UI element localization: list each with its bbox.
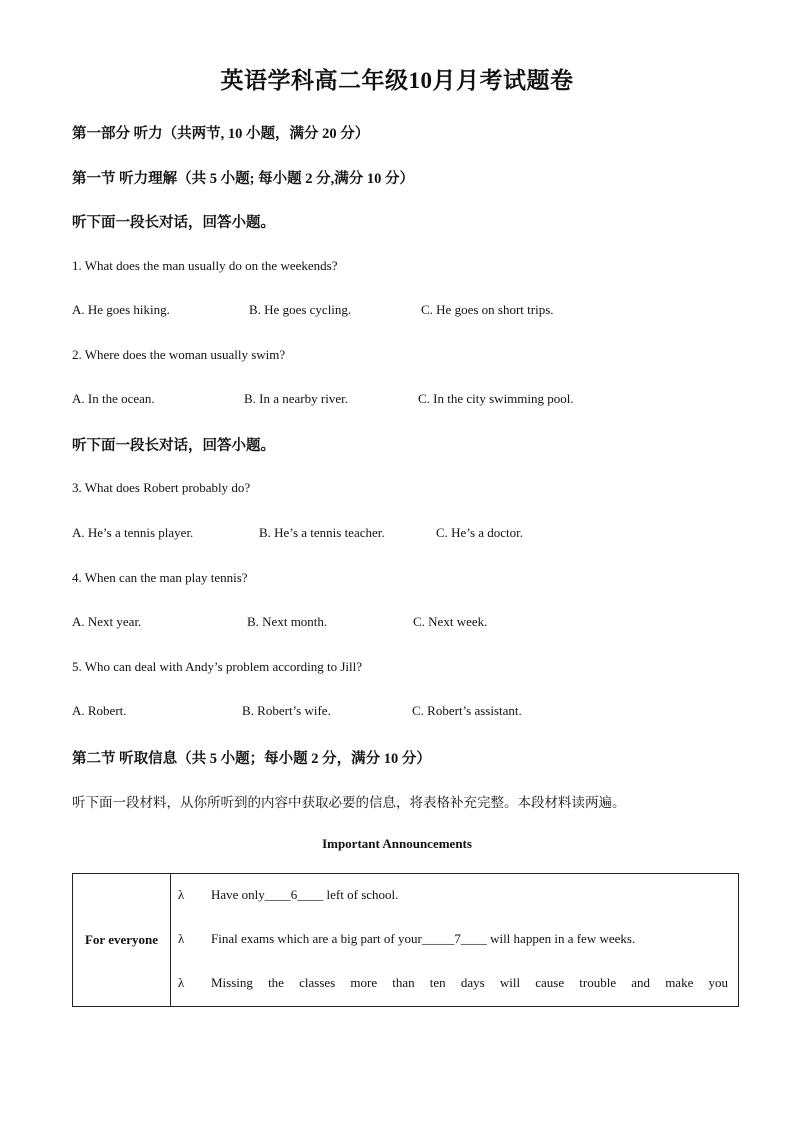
option-5b: B. Robert’s wife. xyxy=(242,703,331,718)
option-3c: C. He’s a doctor. xyxy=(436,525,524,540)
row-text: Final exams which are a big part of your_____7____ will happen in a few weeks. xyxy=(211,931,636,946)
section2-instruction: 听下面一段材料，从你所听到的内容中获取必要的信息，将表格补充完整。本段材料读两遍。 xyxy=(72,795,626,810)
dialogue-instruction: 听下面一段长对话，回答小题。 xyxy=(72,215,275,231)
bullet-icon: λ xyxy=(178,931,185,946)
option-1c: C. He goes on short trips. xyxy=(421,302,554,317)
option-4b: B. Next month. xyxy=(247,614,328,629)
option-1a: A. He goes hiking. xyxy=(72,302,170,317)
table-row xyxy=(171,962,739,1007)
option-2c: C. In the city swimming pool. xyxy=(418,391,574,406)
option-3a: A. He’s a tennis player. xyxy=(72,525,194,540)
row-word: classes xyxy=(299,975,336,990)
part1-heading: 第一部分 听力（共两节, 10 小题，满分 20 分） xyxy=(72,126,370,142)
option-3b: B. He’s a tennis teacher. xyxy=(259,525,385,540)
row-word: the xyxy=(268,975,284,990)
row-word: make xyxy=(665,975,694,990)
option-2a: A. In the ocean. xyxy=(72,391,155,406)
row-text xyxy=(211,975,728,991)
row-word: days xyxy=(460,975,485,990)
question-4: 4. When can the man play tennis? xyxy=(72,570,248,585)
bullet-icon: λ xyxy=(178,975,185,990)
row-word: you xyxy=(708,975,728,990)
question-5: 5. Who can deal with Andy’s problem according to Jill? xyxy=(72,659,363,674)
question-3: 3. What does Robert probably do? xyxy=(72,480,251,495)
row-word: will xyxy=(499,975,521,990)
table-row xyxy=(171,918,739,962)
option-2b: B. In a nearby river. xyxy=(244,391,348,406)
table-row xyxy=(171,874,739,919)
row-word: cause xyxy=(535,975,565,990)
row-word: Missing xyxy=(211,975,253,990)
option-5a: A. Robert. xyxy=(72,703,127,718)
announcements-table xyxy=(72,873,739,1007)
option-4c: C. Next week. xyxy=(413,614,488,629)
dialogue-instruction: 听下面一段长对话，回答小题。 xyxy=(72,438,275,454)
question-2: 2. Where does the woman usually swim? xyxy=(72,347,286,362)
option-4a: A. Next year. xyxy=(72,614,142,629)
page-title: 英语学科高二年级10月月考试题卷 xyxy=(220,68,574,93)
bullet-icon: λ xyxy=(178,887,185,902)
section2-heading: 第二节 听取信息（共 5 小题；每小题 2 分，满分 10 分） xyxy=(72,751,431,767)
option-1b: B. He goes cycling. xyxy=(249,302,352,317)
row-word: ten xyxy=(429,975,446,990)
row-word: more xyxy=(350,975,378,990)
option-5c: C. Robert’s assistant. xyxy=(412,703,522,718)
row-word: trouble xyxy=(579,975,617,990)
row-word: than xyxy=(392,975,415,990)
row-text: Have only____6____ left of school. xyxy=(211,887,399,902)
category-cell: For everyone xyxy=(73,874,171,1007)
table-caption: Important Announcements xyxy=(322,836,472,851)
row-word: and xyxy=(631,975,651,990)
section1-heading: 第一节 听力理解（共 5 小题; 每小题 2 分,满分 10 分） xyxy=(72,171,414,187)
question-1: 1. What does the man usually do on the weekends? xyxy=(72,258,338,273)
